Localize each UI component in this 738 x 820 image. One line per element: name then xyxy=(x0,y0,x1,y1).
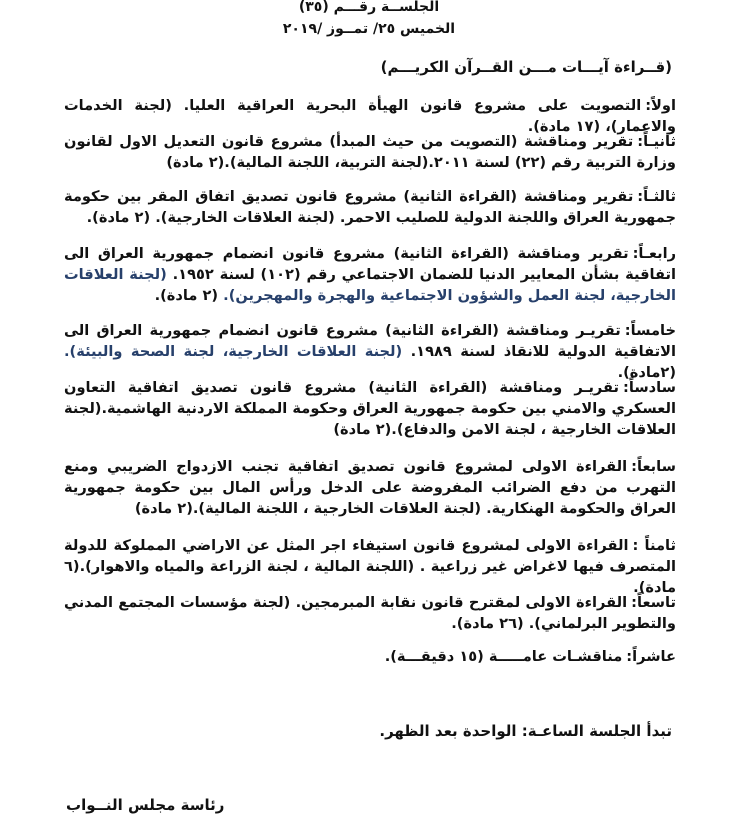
item-label: سادساً: xyxy=(623,379,676,396)
item-committees: (لجنة العلاقات الخارجية، لجنة الصحة والبيئة). xyxy=(64,343,403,360)
item-label: تاسعاً: xyxy=(631,594,676,611)
item-text: تقرير ومناقشة (القراءة الثانية) مشروع قانون انضمام جمهورية العراق الى اتفاقية بشأن المعايير الدنيا للضمان الاجتماعي رقم (١٠٢) لسنة ١٩٥٢. xyxy=(64,245,676,283)
item-text: تقريـر ومناقشة (القراءة الثانية) مشروع قانون انضمام جمهورية العراق الى الاتفاقية الدولية للانقاذ لسنة ١٩٨٩. xyxy=(64,322,676,360)
session-start-time: تبدأ الجلسة الساعـة: الواحدة بعد الظهر. xyxy=(379,722,672,740)
item-label: ثالثـاً: xyxy=(637,188,676,205)
item-text: تقرير ومناقشة (التصويت من حيث المبدأ) مشروع قانون التعديل الاول لقانون وزارة التربية رقم (٢٢) لسنة ٢٠١١.(لجنة التربية، اللجنة المالية).(٢ مادة) xyxy=(64,133,676,171)
agenda-item-4 xyxy=(64,243,676,306)
item-label: اولاً: xyxy=(645,97,676,114)
item-committees: (لجنة العلاقات الخارجية، لجنة العمل والشؤون الاجتماعية والهجرة والمهجرين). xyxy=(64,266,676,304)
item-text: مناقشـات عامـــــة (١٥ دقيقـــة). xyxy=(384,648,623,665)
item-text: القراءة الاولى لمشروع قانون استيفاء اجر المثل عن الاراضي المملوكة للدولة المتصرف فيها لاغراض غير زراعية . (اللجنة المالية ، لجنة الزراعة والمياه والاهوار).(٦ مادة). xyxy=(64,537,676,596)
item-label: خامساً: xyxy=(624,322,676,339)
item-text: تقرير ومناقشة (القراءة الثانية) مشروع قانون تصديق اتفاق المقر بين حكومة جمهورية العراق واللجنة الدولية للصليب الاحمر. (لجنة العلاقات الخارجية). (٢ مادة). xyxy=(64,188,676,226)
item-text: التصويت على مشروع قانون الهيأة البحرية العراقية العليا. (لجنة الخدمات والاعمار)، (١٧ مادة). xyxy=(64,97,676,135)
agenda-item-5 xyxy=(64,320,676,383)
item-label: ثانيـاً: xyxy=(637,133,676,150)
item-article-count: (٢مادة). xyxy=(617,364,676,381)
agenda-item-8 xyxy=(64,535,676,598)
item-text: القراءة الاولى لمشروع قانون تصديق اتفاقية تجنب الازدواج الضريبي ومنع التهرب من دفع الضرائب المفروضة على الدخل ورأس المال بين حكومة جمهورية العراق والحكومة الهنكارية. (لجنة العلاقات الخارجية ، اللجنة المالية).(٢ مادة) xyxy=(64,458,676,517)
session-date: الخميس ٢٥/ تمــوز /٢٠١٩ xyxy=(282,21,456,37)
agenda-item-7 xyxy=(64,456,676,519)
item-text: تقريـر ومناقشة (القراءة الثانية) مشروع قانون تصديق اتفاقية التعاون العسكري والامني بين حكومة جمهورية العراق وحكومة المملكة الاردنية الهاشمية.(لجنة العلاقات الخارجية ، لجنة الامن والدفاع).(٢ مادة) xyxy=(64,379,676,438)
agenda-item-3 xyxy=(64,186,676,228)
document-header xyxy=(0,0,738,40)
quran-reading-line: (قــراءة آيـــات مـــن القــرآن الكريـــم) xyxy=(380,58,672,76)
agenda-item-6 xyxy=(64,377,676,440)
item-label: رابعـاً: xyxy=(632,245,676,262)
agenda-item-9 xyxy=(64,592,676,634)
session-number: الجلســة رقـــم (٣٥) xyxy=(298,0,440,15)
item-article-count: (٢ مادة). xyxy=(154,287,224,304)
agenda-item-10 xyxy=(64,646,676,667)
item-label: سابعاً: xyxy=(631,458,676,475)
agenda-item-2 xyxy=(64,131,676,173)
item-text: القراءة الاولى لمقترح قانون نقابة المبرمجين. (لجنة مؤسسات المجتمع المدني والتطوير البرلماني). (٢٦ مادة). xyxy=(64,594,676,632)
item-label: عاشراً: xyxy=(626,648,676,665)
signature-line: رئاسة مجلس النــواب xyxy=(66,796,225,814)
item-label: ثامناً : xyxy=(632,537,676,554)
